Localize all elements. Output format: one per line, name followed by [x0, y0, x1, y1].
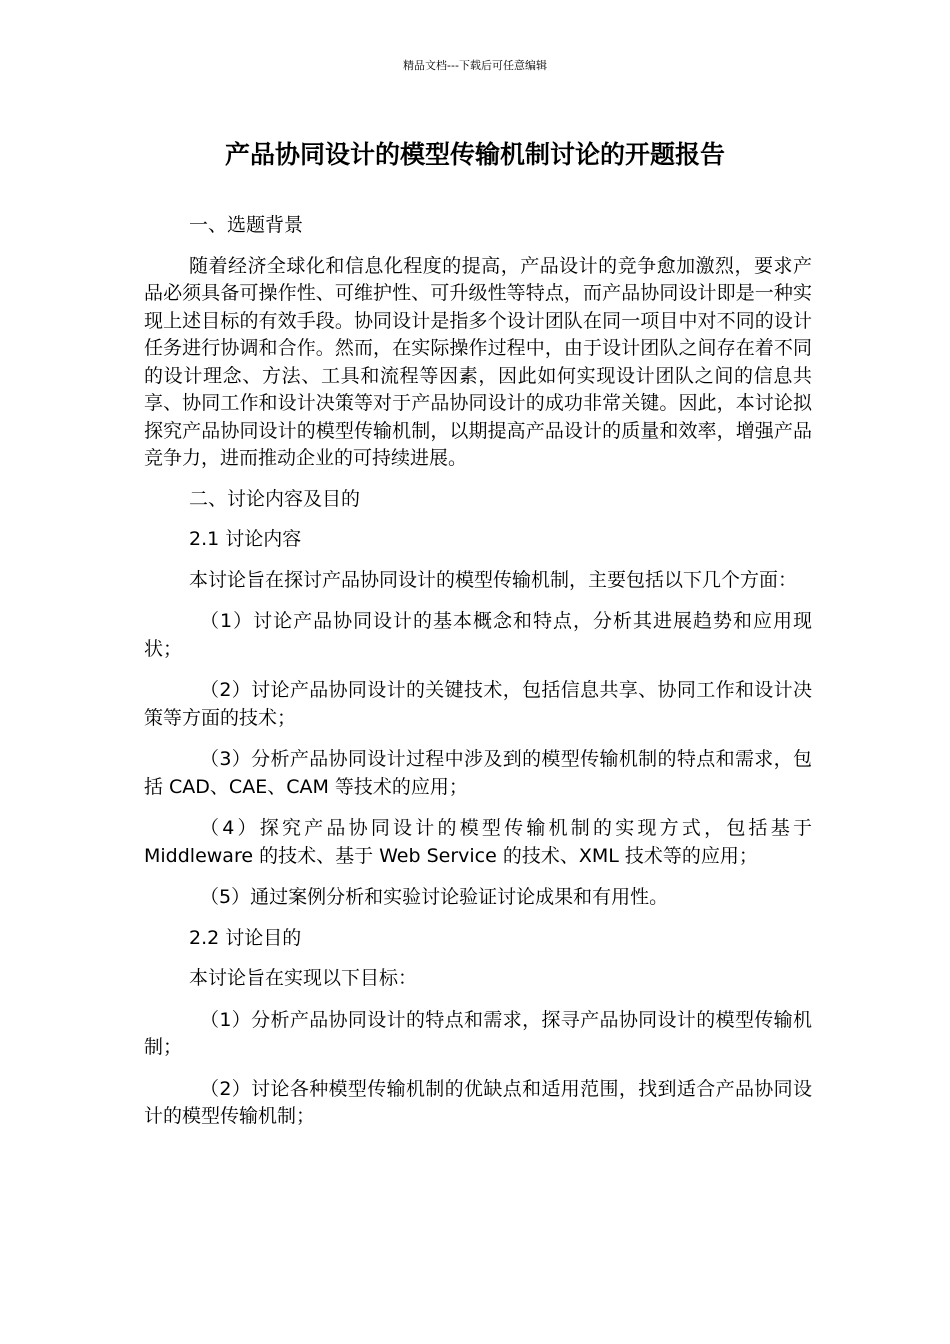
- document-body: [144, 212, 812, 1131]
- section-heading-background: 一、选题背景: [189, 214, 304, 236]
- list-item: （1）讨论产品协同设计的基本概念和特点，分析其进展趋势和应用现状；: [144, 610, 812, 660]
- list-item: （3）分析产品协同设计过程中涉及到的模型传输机制的特点和需求，包括 CAD、CAE、CAM 等技术的应用；: [144, 748, 812, 798]
- section-heading-content-purpose: 二、讨论内容及目的: [189, 487, 361, 510]
- list-item: （1）分析产品协同设计的特点和需求，探寻产品协同设计的模型传输机制；: [144, 1008, 812, 1058]
- paragraph-content-intro: 本讨论旨在探讨产品协同设计的模型传输机制，主要包括以下几个方面：: [189, 568, 798, 591]
- header-note: 精品文档---下载后可任意编辑: [403, 59, 547, 72]
- paragraph-purpose-intro: 本讨论旨在实现以下目标：: [189, 967, 418, 989]
- list-item: （4）探究产品协同设计的模型传输机制的实现方式，包括基于 Middleware 的技术、基于 Web Service 的技术、XML 技术等的应用；: [144, 817, 812, 867]
- subsection-heading-content: 2.1 讨论内容: [189, 528, 302, 550]
- document-title: 产品协同设计的模型传输机制讨论的开题报告: [224, 140, 725, 169]
- subsection-heading-purpose: 2.2 讨论目的: [189, 926, 302, 949]
- list-item: （5）通过案例分析和实验讨论验证讨论成果和有用性。: [200, 886, 669, 908]
- list-item: （2）讨论各种模型传输机制的优缺点和适用范围，找到适合产品协同设计的模型传输机制；: [144, 1077, 812, 1127]
- paragraph-background: 随着经济全球化和信息化程度的提高，产品设计的竞争愈加激烈，要求产品必须具备可操作性、可维护性、可升级性等特点，而产品协同设计即是一种实现上述目标的有效手段。协同设计是指多个设计团队在同一项目中对不同的设计任务进行协调和合作。然而，在实际操作过程中，由于设计团队之间存在着不同的设计理念、方法、工具和流程等因素，因此如何实现设计团队之间的信息共享、协同工作和设计决策等对于产品协同设计的成功非常关键。因此，本讨论拟探究产品协同设计的模型传输机制，以期提高产品设计的质量和效率，增强产品竞争力，进而推动企业的可持续进展。: [144, 254, 812, 469]
- list-item: （2）讨论产品协同设计的关键技术，包括信息共享、协同工作和设计决策等方面的技术；: [144, 679, 812, 729]
